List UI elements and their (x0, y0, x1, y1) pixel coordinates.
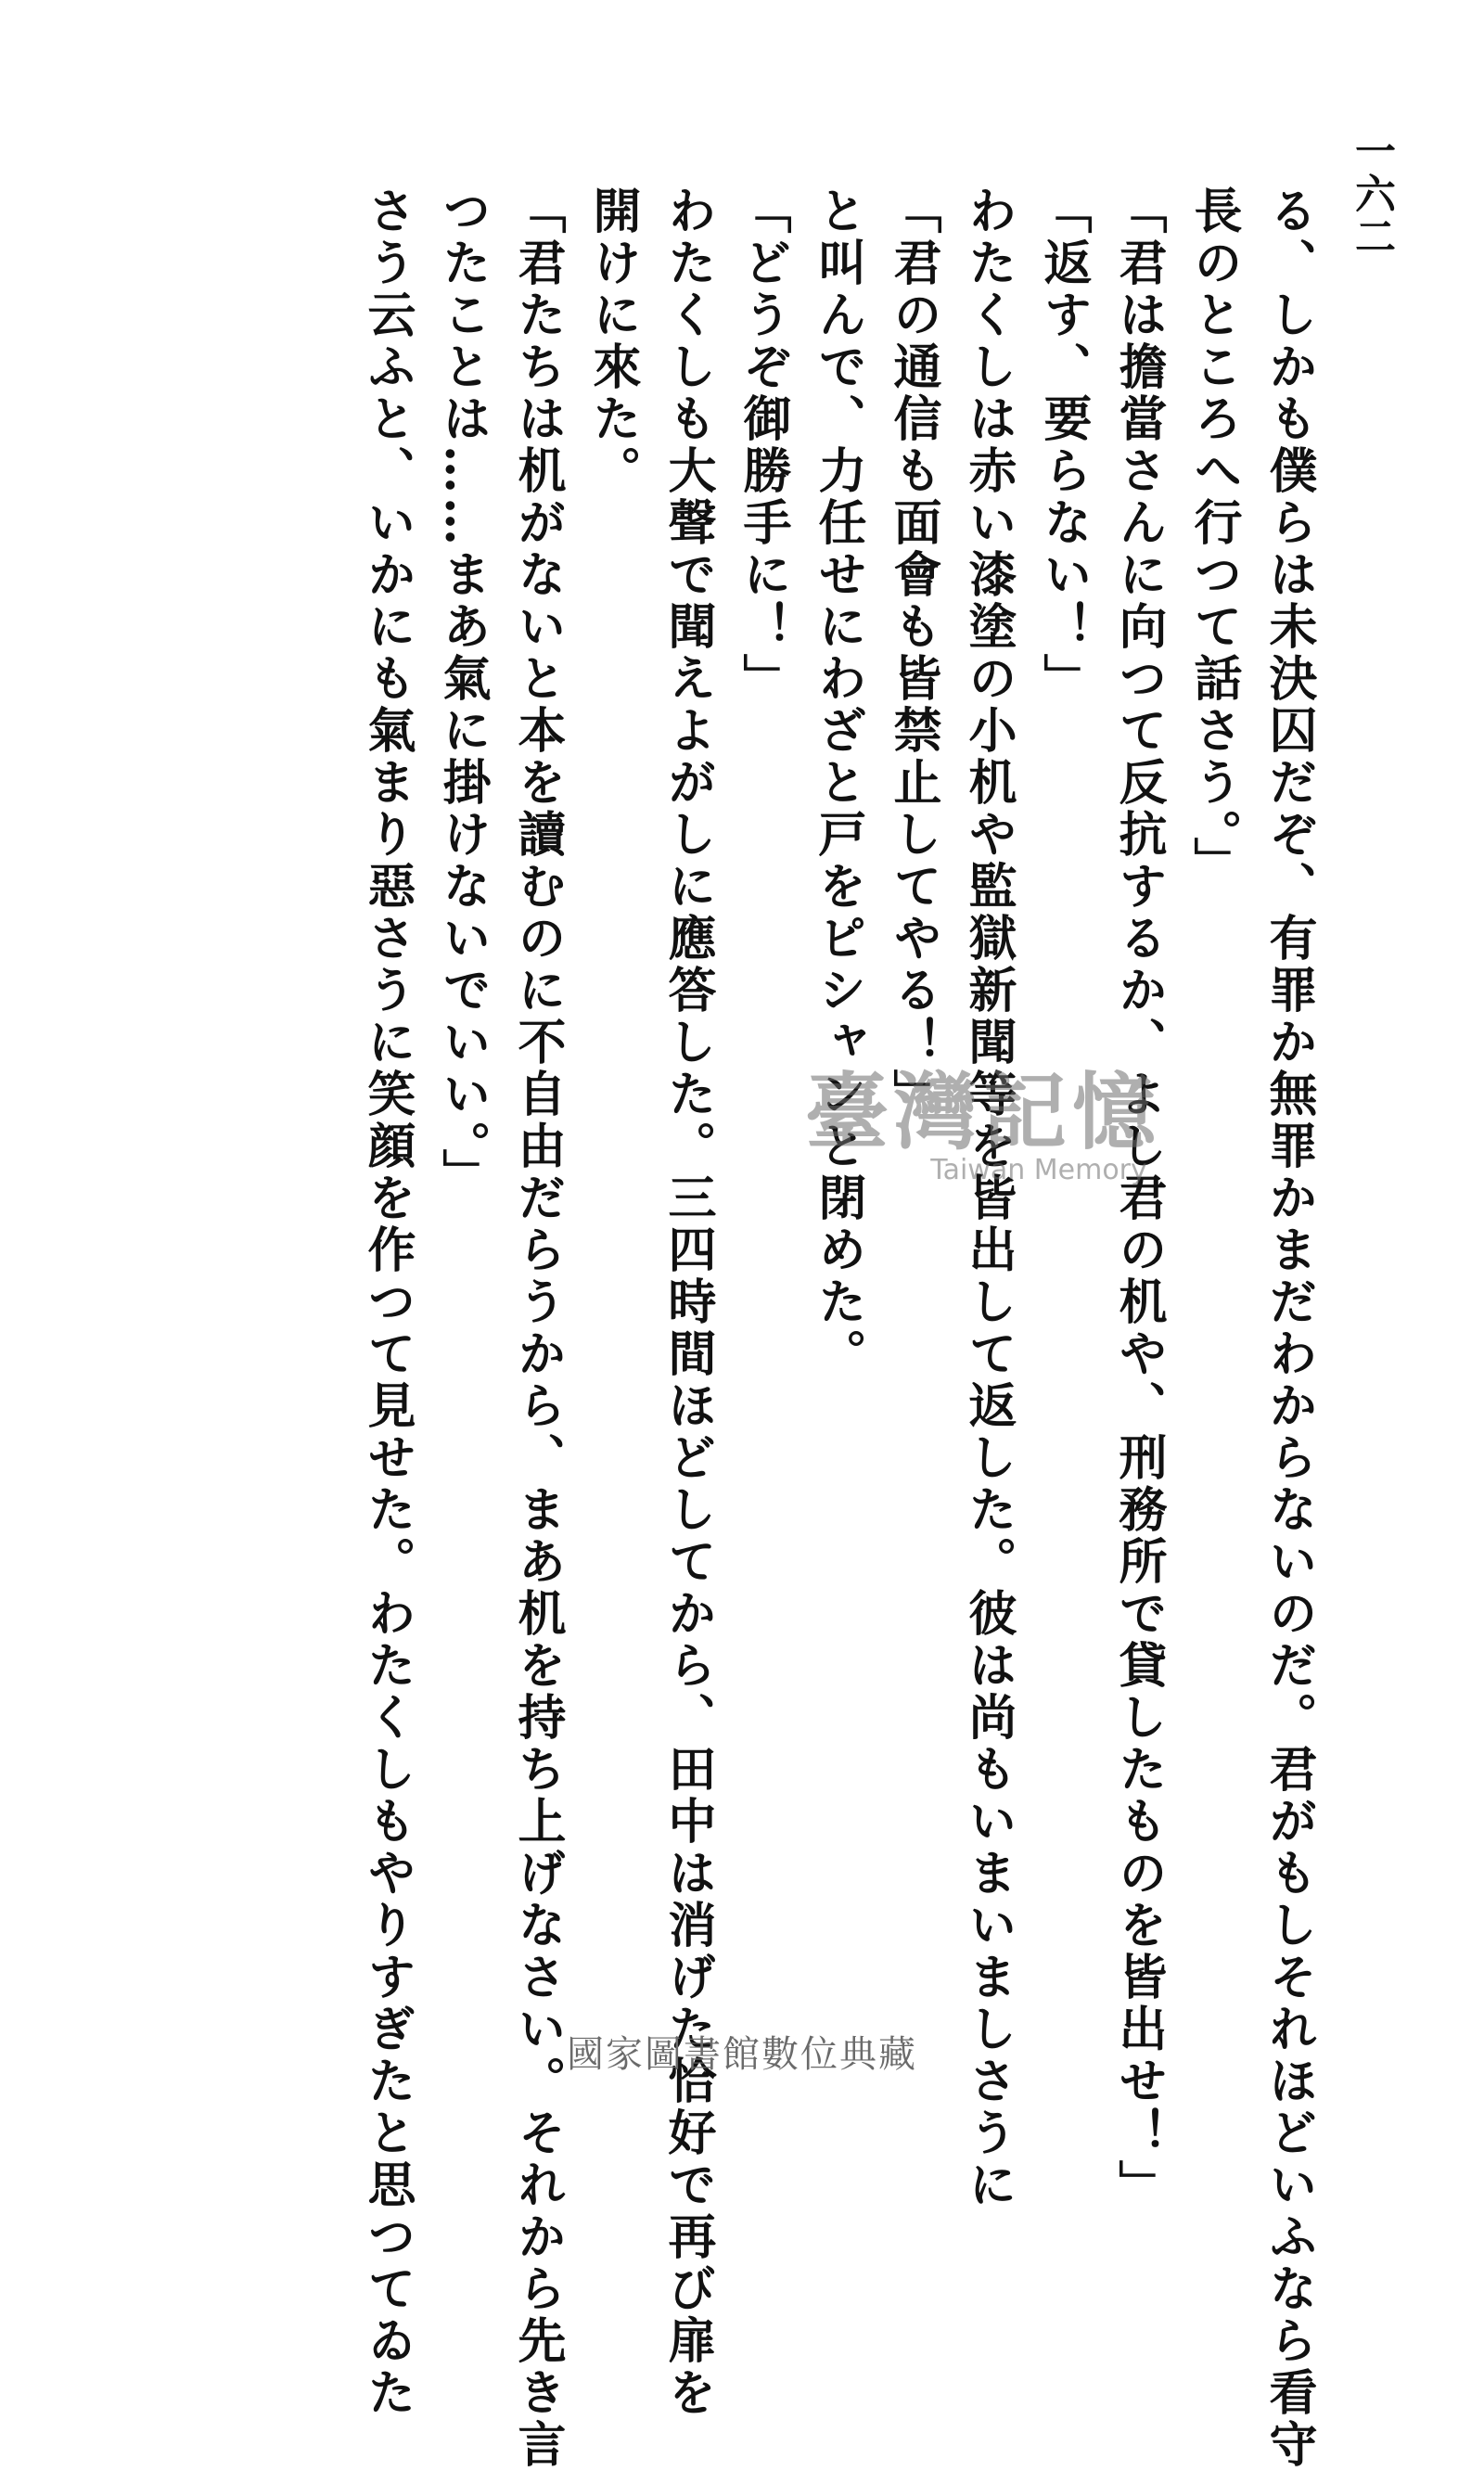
page-number: 一六二 (1348, 130, 1395, 258)
footer-credit: 國家圖書館數位典藏 (567, 2033, 917, 2076)
text-line: と叫んで、力任せにわざと戸をピシャンと閉めた。 (810, 186, 866, 1380)
text-line: わたくしも大聲で聞えよがしに應答した。三四時間ほどしてから、田中は消げた恰好で再び扉を (659, 186, 716, 2419)
text-line: 「君は擔當さんに向つて反抗するか、よし君の机や、刑務所で貸したものを皆出せ！」 (1110, 186, 1167, 2211)
text-line: る、しかも僕らは未決囚だぞ、有罪か無罪かまだわからないのだ。君がもしそれほどいふなら看守 (1260, 186, 1317, 2471)
text-line: つたことは……まあ氣に掛けないでいい。」 (434, 186, 491, 1200)
text-line: わたくしは赤い漆塗の小机や監獄新聞等を皆出して返した。彼は尚もいまいましさうに (960, 186, 1017, 2211)
watermark (761, 1064, 1206, 1186)
text-line: 「どうぞ御勝手に！」 (735, 186, 791, 705)
text-line: 開けに來た。 (584, 186, 641, 497)
text-line: 「君の通信も面會も皆禁止してやる！」 (885, 186, 941, 1120)
text-line: 「返す、要らない！」 (1035, 186, 1092, 705)
text-line: 長のところへ行つて話さう。」 (1185, 186, 1242, 889)
watermark-title: 臺灣記憶 (805, 1064, 1161, 1161)
watermark-subtitle: Taiwan Memory (930, 1154, 1147, 1186)
text-line: 「君たちは机がないと本を讀むのに不自由だらうから、まあ机を持ち上げなさい。それから先き言 (509, 186, 566, 2471)
text-line: さう云ふと、いかにも氣まり惡さうに笑顔を作つて見せた。わたくしもやりすぎたと思つてゐた (359, 186, 416, 2419)
